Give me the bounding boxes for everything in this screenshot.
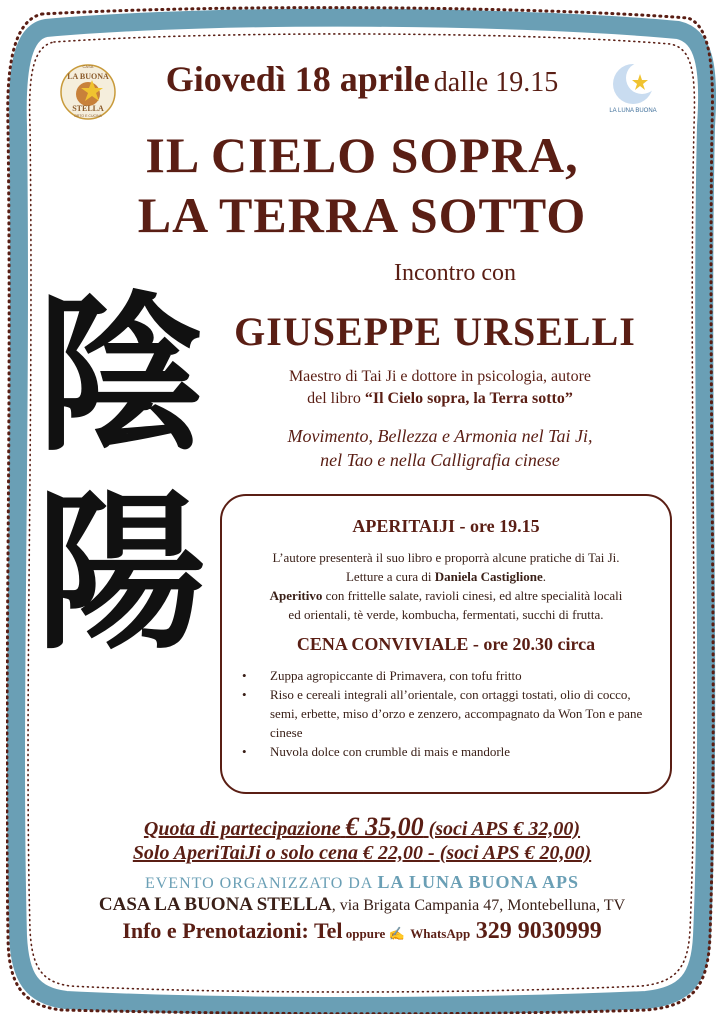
bio-line2-prefix: del libro: [307, 390, 365, 407]
aperitaiji-description: [236, 548, 656, 624]
price-full-amount: € 35,00: [345, 812, 424, 841]
organizer-prefix: EVENTO ORGANIZZATO DA: [144, 875, 378, 892]
contact-phone: 329 9030999: [475, 918, 602, 944]
price-partial-amount: € 22,00: [363, 842, 424, 864]
menu-item: • Zuppa agropiccante di Primavera, con tofu fritto: [240, 666, 660, 685]
event-date-main: Giovedì 18 aprile: [165, 59, 430, 99]
calligraphy-yang: 陽: [36, 473, 207, 673]
cena-heading: CENA CONVIVIALE - ore 20.30 circa: [296, 634, 596, 654]
logo-left-line2: LA BUONA: [67, 72, 109, 81]
organizer-line: [40, 872, 684, 893]
title-line2: LA TERRA SOTTO: [137, 187, 587, 243]
reader-name: Daniela Castiglione: [434, 569, 543, 584]
contact-label: Info e Prenotazioni: Tel: [122, 918, 343, 943]
contact-line: [40, 918, 684, 945]
bio-book-title: “Il Cielo sopra, la Terra sotto”: [364, 390, 573, 407]
speaker-name: GIUSEPPE URSELLI: [234, 309, 636, 354]
title-line1: IL CIELO SOPRA,: [145, 127, 579, 183]
aperitivo-text: con frittelle salate, ravioli cinesi, ed altre specialità locali: [322, 588, 623, 603]
event-date: [0, 58, 724, 100]
aperitaiji-line1: L’autore presenterà il suo libro e proporrà alcune pratiche di Tai Ji.: [272, 550, 620, 565]
tagline-line2: nel Tao e nella Calligrafia cinese: [320, 450, 560, 470]
venue-line: [40, 894, 684, 916]
aperitaiji-line3: [236, 586, 656, 605]
contact-whatsapp: WhatsApp: [410, 926, 471, 941]
venue-address: , via Brigata Campania 47, Montebelluna, TV: [331, 897, 626, 914]
calligraphy-yin: 陰: [36, 275, 207, 475]
event-time: dalle 19.15: [433, 67, 559, 98]
letture-suffix: .: [542, 569, 547, 584]
organizer-name: LA LUNA BUONA APS: [377, 872, 580, 892]
aperitaiji-line2: [236, 567, 656, 586]
menu-item: • Riso e cereali integrali all’orientale, con ortaggi tostati, olio di cocco, semi, erbette, miso d’orzo e zenzero, accompagnato da Won Ton e pane cinese: [240, 685, 660, 742]
menu-item: • Nuvola dolce con crumble di mais e mandorle: [240, 742, 660, 761]
cena-menu-list: [240, 666, 660, 761]
letture-prefix: Letture a cura di: [345, 569, 435, 584]
price-full-label: Quota di partecipazione: [143, 818, 341, 840]
price-partial-soci: (soci APS € 20,00): [439, 842, 592, 864]
contact-oppure: oppure: [342, 926, 389, 941]
whatsapp-icon: ✍: [388, 926, 405, 941]
incontro-label: Incontro con: [394, 260, 516, 286]
price-partial-label: Solo AperiTaiJi o solo cena: [132, 842, 359, 864]
aperitaiji-heading: APERITAIJI - ore 19.15: [352, 516, 540, 536]
bio-line2: [220, 388, 660, 410]
price-full-soci: (soci APS € 32,00): [428, 818, 581, 840]
bio-line1: Maestro di Tai Ji e dottore in psicologia, autore: [288, 368, 592, 385]
speaker-bio: [220, 366, 660, 410]
price-line-partial: [40, 842, 684, 865]
logo-left-line3: STELLA: [72, 104, 104, 113]
logo-left-line1: CASA: [82, 64, 94, 69]
logo-right-text: LA LUNA BUONA: [609, 108, 657, 114]
tagline-line1: Movimento, Bellezza e Armonia nel Tai Ji,: [287, 426, 593, 446]
tagline: [220, 424, 660, 472]
price-partial-sep: -: [423, 842, 440, 864]
aperitaiji-line4: ed orientali, tè verde, kombucha, fermentati, succhi di frutta.: [288, 607, 604, 622]
aperitivo-label: Aperitivo: [269, 588, 323, 603]
venue-name: CASA LA BUONA STELLA: [98, 894, 332, 915]
logo-left-line4: ORTO E CUCINA: [74, 114, 102, 118]
price-line-full: [40, 812, 684, 842]
